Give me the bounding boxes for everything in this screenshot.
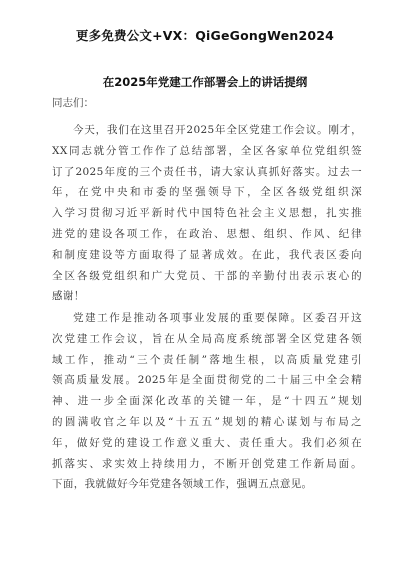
paragraph-line: 神、进一步全面深化改革的关键一年，是“十四五”规划 [52,395,362,408]
paragraph-line: 领高质量发展。2025年是全面贯彻党的二十届三中全会精 [52,374,362,387]
paragraph-line: 全区各级党组织和广大党员、干部的辛勤付出表示衷心的 [52,269,362,282]
paragraph-line: 次党建工作会议，旨在从全局高度系统部署全区党建各领 [52,332,362,345]
paragraph-line: 今天，我们在这里召开2025年全区党建工作会议。刚才， [73,124,362,136]
paragraph-line: 年，做好党的建设工作意义重大、责任重大。我们必须在 [52,436,362,449]
paragraph-line: 年，在党中央和市委的坚强领导下，全区各级党组织深 [52,186,362,199]
paragraph-2 [52,308,362,495]
salutation: 同志们： [52,97,94,109]
paragraph-line: 下面，我就做好今年党建各领域工作，强调五点意见。 [52,478,313,491]
paragraph-line: 抓落实、求实效上持续用力，不断开创党建工作新局面。 [52,457,362,470]
paragraph-line: 入学习贯彻习近平新时代中国特色社会主义思想，扎实推 [52,207,362,220]
paragraph-line: 感谢！ [52,290,85,303]
paragraph-line: 进党的建设各项工作，在政治、思想、组织、作风、纪律 [52,227,362,240]
paragraph-line: 和制度建设等方面取得了显著成效。在此，我代表区委向 [52,248,362,261]
document-title: 在2025年党建工作部署会上的讲话提纲 [102,75,308,89]
paragraph-1 [52,120,362,307]
paragraph-line: 党建工作是推动各项事业发展的重要保障。区委召开这 [73,312,362,324]
paragraph-line: 的圆满收官之年以及“十五五”规划的精心谋划与布局之 [52,415,362,428]
header-banner: 更多免费公文+VX：QiGeGongWen2024 [75,28,335,43]
paragraph-line: 域工作，推动“三个责任制”落地生根，以高质量党建引 [52,353,362,366]
paragraph-line: 订了2025年度的三个责任书，请大家认真抓好落实。过去一 [52,165,362,178]
paragraph-line: XX同志就分管工作作了总结部署，全区各家单位党组织签 [52,144,362,157]
